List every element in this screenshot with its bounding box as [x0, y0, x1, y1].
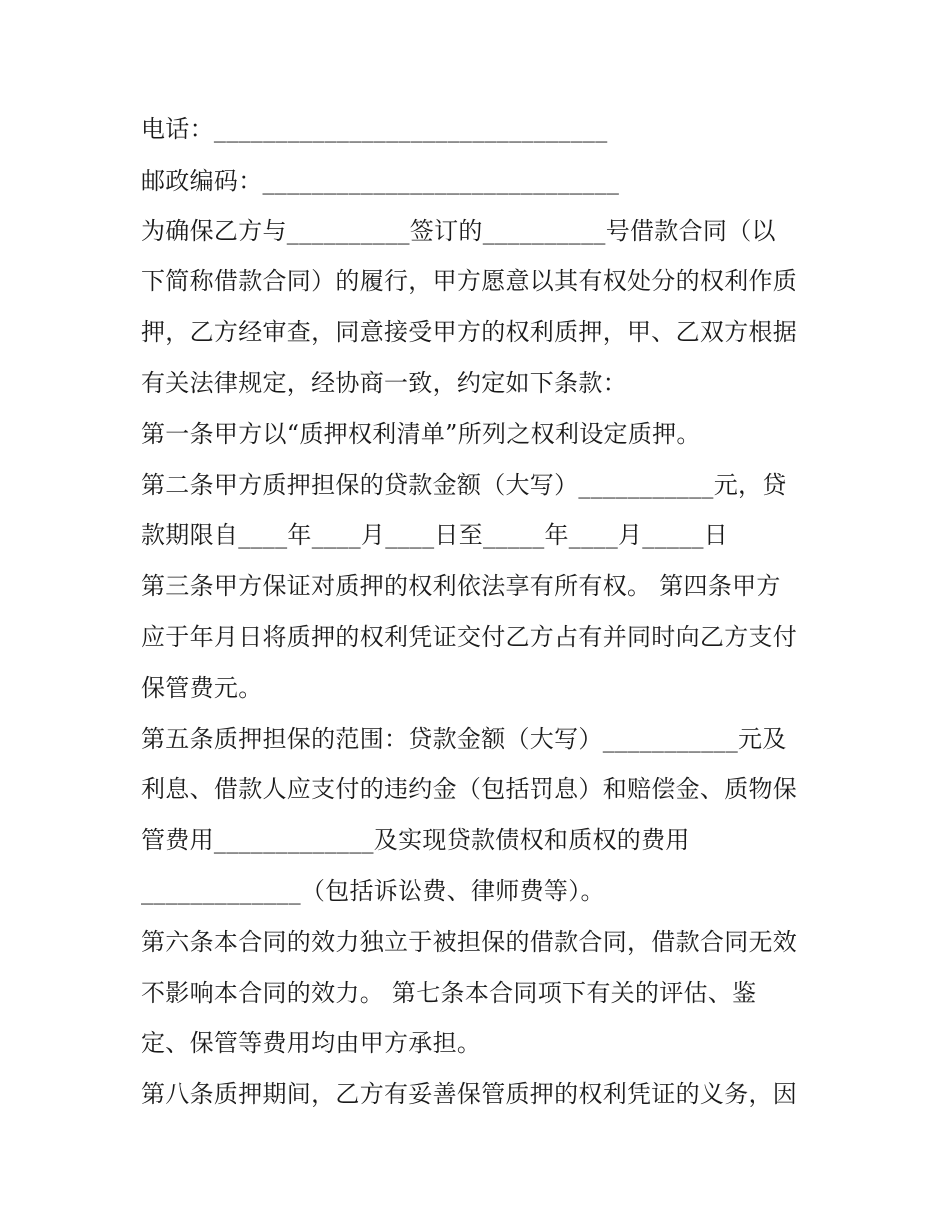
preamble-line-4: 有关法律规定，经协商一致，约定如下条款： [141, 369, 627, 397]
preamble-line-1: 为确保乙方与__________签订的__________号借款合同（以 [141, 217, 776, 245]
article-1-line: 第一条甲方以“质押权利清单”所列之权利设定质押。 [141, 420, 701, 448]
article-5-line-2: 利息、借款人应支付的违约金（包括罚息）和赔偿金、质物保 [141, 775, 798, 803]
article-5-line-4: _____________（包括诉讼费、律师费等）。 [141, 877, 605, 905]
article-6-line-1: 第六条本合同的效力独立于被担保的借款合同，借款合同无效 [141, 928, 798, 956]
article-7-line-3: 定、保管等费用均由甲方承担。 [141, 1029, 482, 1057]
phone-line: 电话：________________________________ [141, 115, 608, 143]
article-6-7-line-2: 不影响本合同的效力。 第七条本合同项下有关的评估、鉴 [141, 979, 757, 1007]
article-3-4-line-1: 第三条甲方保证对质押的权利依法享有所有权。 第四条甲方 [141, 572, 781, 600]
article-4-line-2: 应于年月日将质押的权利凭证交付乙方占有并同时向乙方支付 [141, 623, 798, 651]
article-5-line-1: 第五条质押担保的范围：贷款金额（大写）___________元及 [141, 725, 787, 753]
article-5-line-3: 管费用_____________及实现贷款债权和质权的费用 [141, 826, 690, 854]
article-8-line-1: 第八条质押期间，乙方有妥善保管质押的权利凭证的义务，因 [141, 1080, 798, 1108]
preamble-line-2: 下简称借款合同）的履行，甲方愿意以其有权处分的权利作质 [141, 267, 798, 295]
article-4-line-3: 保管费元。 [141, 674, 263, 702]
postal-code-line: 邮政编码：_____________________________ [141, 167, 620, 195]
article-2-line-2: 款期限自____年____月____日至_____年____月_____日 [141, 521, 729, 549]
preamble-line-3: 押，乙方经审查，同意接受甲方的权利质押，甲、乙双方根据 [141, 318, 798, 346]
article-2-line-1: 第二条甲方质押担保的贷款金额（大写）___________元，贷 [141, 471, 787, 499]
